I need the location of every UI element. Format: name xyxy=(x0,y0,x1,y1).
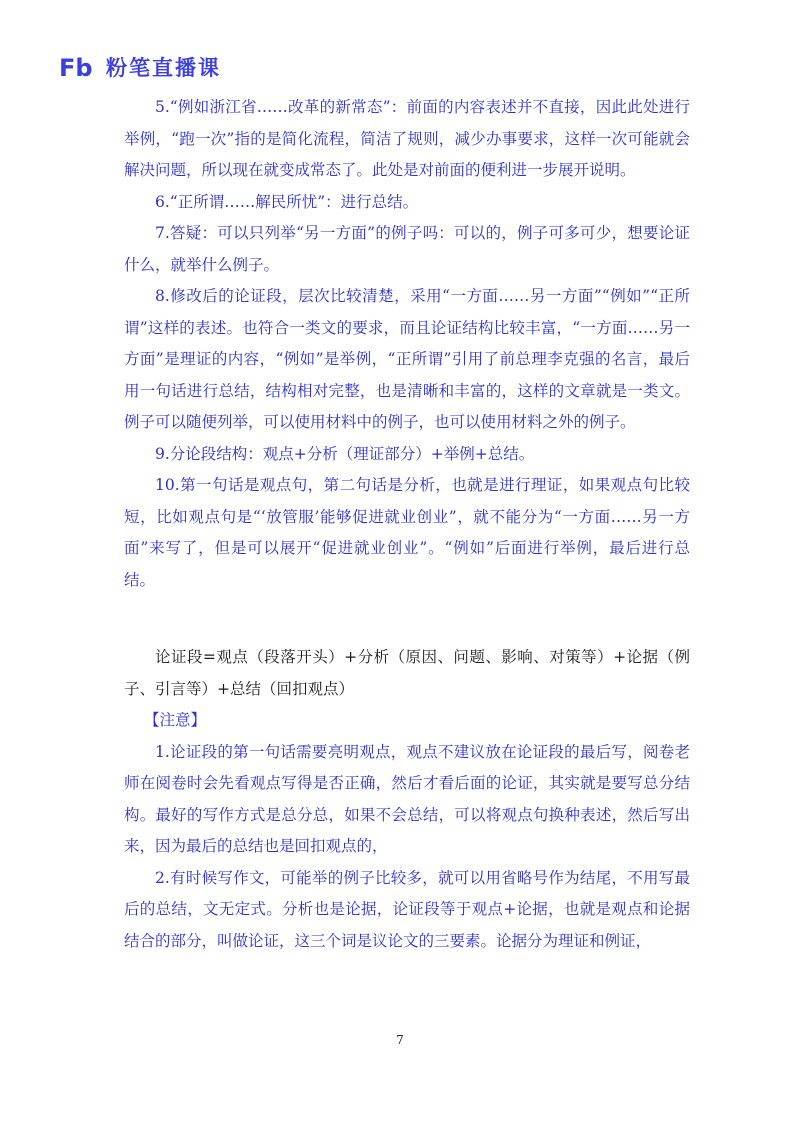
blue-paragraph-6: 6.“正所谓……解民所忧”：进行总结。 xyxy=(155,192,419,211)
notice-paragraph-1: 1.论证段的第一句话需要亮明观点，观点不建议放在论证段的最后写，阅卷老师在阅卷时会先看观点写得是否正确，然后才看后面的论证，其实就是要写总分结构。最好的写作方式是总分总，如果不会总结，可以将观点句换种表述，然后写出来，因为最后的总结也是回扣观点的， xyxy=(124,742,690,855)
section-gap xyxy=(124,596,690,642)
fb-logo-icon xyxy=(58,53,98,81)
blue-paragraph-8: 8.修改后的论证段，层次比较清楚，采用“一方面……另一方面”“例如”“正所谓”这样的表述。也符合一类文的要求，而且论证结构比较丰富，“一方面……另一方面”是理证的内容，“例如”是举例，“正所谓”引用了前总理李克强的名言，最后用一句话进行总结，结构相对完整，也是清晰和丰富的，这样的文章就是一类文。例子可以随便列举，可以使用材料中的例子，也可以使用材料之外的例子。 xyxy=(124,287,690,431)
argument-structure-paragraph: 论证段=观点（段落开头）+分析（原因、问题、影响、对策等）+论据（例子、引言等）+总结（回扣观点） xyxy=(124,648,690,698)
blue-paragraph-5: 5.“例如浙江省……改革的新常态”：前面的内容表述并不直接，因此此处进行举例，“跑一次”指的是简化流程，简洁了规则，减少办事要求，这样一次可能就会解决问题，所以现在就变成常态了。此处是对前面的便利进一步展开说明。 xyxy=(124,98,690,179)
blue-paragraph-7: 7.答疑：可以只列举“另一方面”的例子吗：可以的，例子可多可少，想要论证什么，就举什么例子。 xyxy=(124,224,690,274)
blue-paragraph-10: 10.第一句话是观点句，第二句话是分析，也就是进行理证，如果观点句比较短，比如观点句是“‘放管服’能够促进就业创业”，就不能分为“一方面……另一方面”来写了，但是可以展开“促进就业创业”。“例如”后面进行举例，最后进行总结。 xyxy=(124,476,690,589)
document-body xyxy=(124,92,690,957)
notice-heading: 【注意】 xyxy=(144,711,207,729)
blue-paragraph-9: 9.分论段结构：观点+分析（理证部分）+举例+总结。 xyxy=(155,444,535,463)
page-number: 7 xyxy=(396,1033,404,1047)
logo-text: Fb xyxy=(59,54,93,81)
page-header xyxy=(58,52,221,82)
notice-paragraph-2: 2.有时候写作文，可能举的例子比较多，就可以用省略号作为结尾，不用写最后的总结，文无定式。分析也是论据，论证段等于观点+论据，也就是观点和论据结合的部分，叫做论证，这三个词是议论文的三要素。论据分为理证和例证， xyxy=(124,868,690,950)
brand-name: 粉笔直播课 xyxy=(106,56,221,80)
